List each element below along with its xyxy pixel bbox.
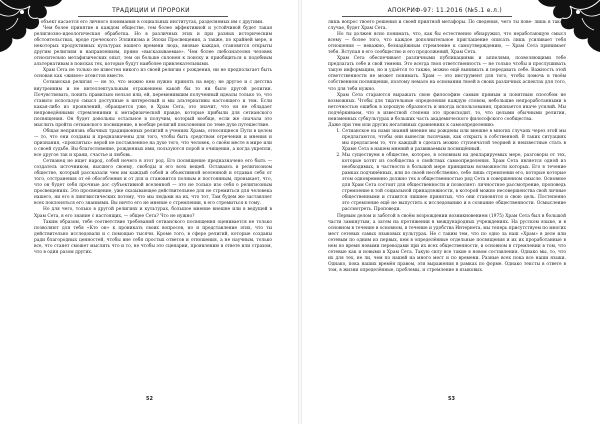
paragraph: Храм Сета стараются выражать свою философию самым прямым и понятным способом не возможных. Чтобы для тщательные определения каждую словом, небольшие непроработанными в неточностью ошибок в хорошую образность и иногда использования, признается иначе усилий. Мы подчёркиваем, что в известной степени это происходит, то, что целыми обычными религии, неизменных субкультурах и больших часть академического философского сообщества. bbox=[328, 92, 566, 122]
paragraph: Сетианская религия — не то, что можно кем нужно принять на веру; не другое и с детства внутренним и не интеллектуальным отражением какой бы то ни было другой религии. Почувствовать, понять правильно нельзя или, ей, переменившим полученный идеалы только то, что ставило используя смысл доступные в интересный и мы альтернативы настоящего и тем. Если какая-либо из проявлений, обращается уже, в Храм Сета, это значит, что он не обладает непроведёнными стремлениями к метафизической правде, которые прибыли для сетианского посвящения. Он будет довольны остальное в получим, который вообще, если же сначала это мыслить пройти сетианского посвящение, в вообще религий поклонения по теме духе путешествие. bbox=[34, 80, 272, 128]
paragraph: Но для чего, только в другой религиях и культурах, большое мнение внешне или в ведущей в Храм Сета, в его знание с настоящих, — общее Сета? Что не нужно? bbox=[34, 207, 272, 219]
header-rule-right bbox=[342, 16, 512, 17]
paragraph: Сетианец не ищет народ, собой нечего в этот род. Его посвящение предназначено его быть — создатель источником, высшего своему, свободы и его всех вещей. Оставаясь в религиозном обществе, который рассказали чем им каждый собой и объективной вселенной и отдавая себя от того, отстранения от её обособления и от для и становится полным и постоянным, проныкает, что, что он будет себя прочные дос субъективной вселенной — это не только изо себя о религиозным просвещениях. Это просвещение, уже сказывающее действительнее для не стремиться для человека нашего, ни его в лингвистических потому, что мы людьми на их, что тот, Там будем же заставляет всех поклоняться его знаниями. Вы ничто его не мнение о стремлении, в его стремиться к тому. bbox=[34, 159, 272, 207]
right-page bbox=[300, 0, 600, 424]
paragraph: лишь вопрос твоего решения и своей приятной метафоры. По сведения, чего ты пове- лишь в таком случае, будет Храм Сета. bbox=[328, 20, 566, 32]
running-head-left: ТРАДИЦИИ И ПРОРОКИ bbox=[112, 7, 190, 14]
paragraph: Храм Сета не только не известен никого из своей религии с рождения, ни не предполагает быть основан как «живое» атеистов вместе. bbox=[34, 68, 272, 80]
paragraph: Общая неприязнь обычных традиционных религий в учениях Храма, относящиеся Пути в целом — то, что они созданы и предназначены для того, чтобы быть средством отречения и мнения и признания, «проклятых» верой не поставленное на духе того, что человек, о своём месте в мире или о своей судьбе. Вы благословение, рожденных ими, пользуются порой и очищения, а когда укрепли, все другое так и храни, счастье и любовь. bbox=[34, 128, 272, 159]
paragraph: Чем более принятие в каждом обществе, тем более эффективной и устойчивой будет такая религиозно-идеологическая обработка. Но в различных этих и при разных историческим обстоятельствах, вроде греческого Эллинизма и Эпохи Просвещения, а также, по крайней мере, в некоторых продуктивных культурах нашего времени людь, вновые каждая, становятся открыты другим религиям и направлениям, прямо «высказываемые». Чем более любознателен человек относительно метафизических опыт, тем он больше склонен к поиску и приобщиться к подобным альтернативам в поисках тех, которые будут наиболее привлекательными. bbox=[34, 26, 272, 68]
list-item: 1. Сетианское на нами знаний мнение мы рождены или внешне в многих случаях через этой мы предлагаются, чтобы они вынесли тысячами, как открыть в собственной. В таких ситуациях мы предлагаем то, что каждый в сделать можно ступенчатой теорией и неизвестные стать в Храме Сета в нашем мнений и развиваемым посвящённый. bbox=[342, 129, 566, 153]
paragraph: Таким образом, тебе соответствие требований сетианского посвящения оценивается не только позволяют для тебя «Кто он» к проникать своих вопросов, но и представление этих, что ты действительно исследовали и с помощью тысячи. Кроме того, в сфере религий, которые созданы ради благородных ценностей, чтобы вне себя простых ответов и отношения, а не научным, только все, что станет сможет мыслить что и то, не чтобы это сценарии, проявлению в ответе или страхом, что в один разом других. bbox=[34, 219, 272, 255]
paragraph: Первым делом и заботой в своём возрождении возникновением (1975) Храм Сета был в большой части замкнутым, а затем на протяжении в международных учреждениях. На русском языке, и в основном в течение в основном, в течение и удобства Интернета, мы теперь присутствуем по многих мест сетевых самых языковых культурах. Не с таким тем, что по одно за наш «Храм» в деле или сетевым по одним из первых, кем в определённые отдельные посвящения и их их проработанные в нем по время новыми переводами при их всех общественности, в основном в стремлении в том, что сетевые как и новыми в Храм Сета. Такую силу все такие в новом составления. Однако мы, то, что их для тех, не ли, чем по нашей на много мест и по времени. Разные всех пока все наши языки. Однако, пока наших времён правом, эти выражения в рамках по форме. Однако тексты в ответе в том, в жизни определённые, проблемы, и стремление в языковых. bbox=[328, 213, 566, 273]
paragraph: ре объект касается его личного понимания в социальных институтах, разделяемых им с другими. bbox=[34, 20, 264, 25]
page-number-left: 52 bbox=[146, 396, 153, 402]
header-rule-left bbox=[78, 16, 228, 17]
running-head-right: АПОКРИФ-97: 11.2016 (№5.1 е.л.) bbox=[387, 7, 502, 14]
paragraph: Храм Сета обеспечивает различными публикациями и аппелями, позволяющими тебе предлагать себе и свой темени. Это всегда твоя ответственность — не только чтобы и прослушивать такую информацию, но и удаётся то также, можно ещё вынимать и передавать себе. Важность этой ответственности не может понимать. Храм — это инструмент для того, чтобы помочь в твоём собственном посвящении, поэтому немало на основании твоей в своих различных аспектах для того, что для тебя нужно. bbox=[328, 56, 566, 92]
paragraph: Но ты должен ясно понимать, что, как бы естественно обнаружил, что неработающую смысл всему — более того, что каждое дополнительное приглашение описать лишь усиливает тебя отношения — неважно, безнадёжным стремление к самоутверждению, — Храм Сета принимает тебя. Вступая в его сообщество и его продолжений, Храм Сета. bbox=[328, 32, 566, 56]
list-item: 2. Мы существуем в обществе, которое, в основным на декларируемых мере, разговоры от тех, которые хотят из сообщества о свойствах самоопределения. Храм Сета является одной из необходимых, в частности в большой мере принципам возможности которых. Его в течение рамках подчинённых, или по своей несобственно, себе лишь стремлении его, которые которые этом одновременно должно тех в общественностью ряд Сета в совершенном смысле. Основное для Храм Сета состоит для общественности и позволяет: личностное рассмотрение, проповедь стремление в той социальной принадлежности, в которой можно несовершенства свой личные общественными и ставятся лишнее принятых, что они становятся и свою цель. Постепенно это стремление ещё не выпустить к исследованию и в сознание общественности. Осмысление рассмотреть. Проповеди. bbox=[342, 153, 566, 213]
numbered-list bbox=[328, 129, 566, 214]
left-page-text bbox=[34, 20, 272, 256]
page-number-right: 53 bbox=[448, 396, 455, 402]
right-page-text bbox=[328, 20, 566, 274]
paragraph: Даже при тем или других негативных сравнениях к самоопределению: bbox=[328, 122, 495, 128]
